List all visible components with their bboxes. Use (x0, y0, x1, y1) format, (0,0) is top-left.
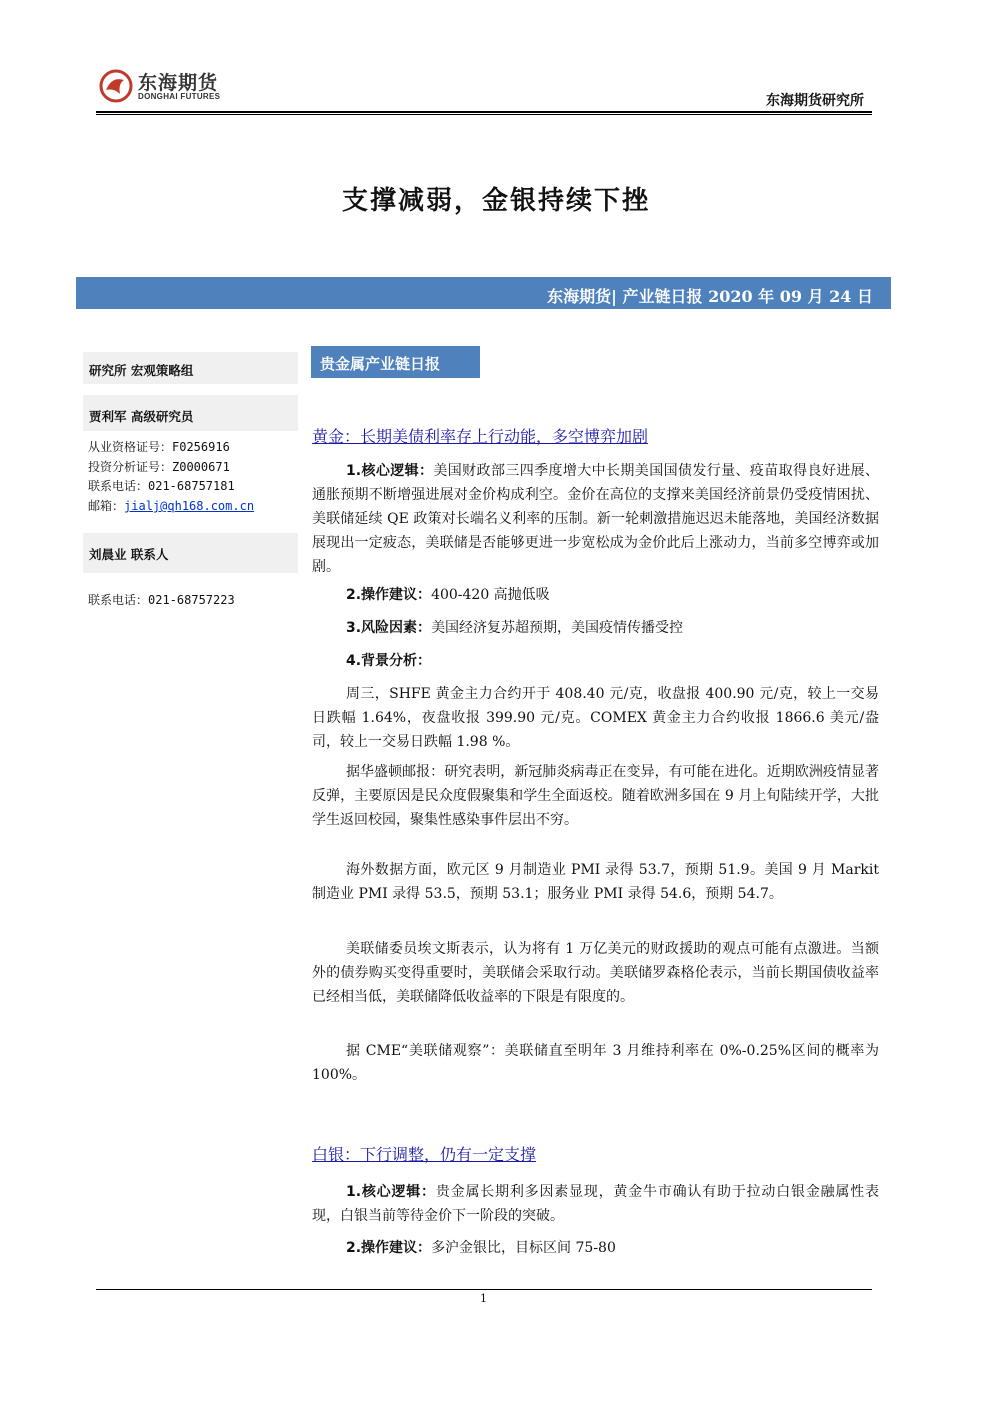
silver-op-label: 2.操作建议： (346, 1240, 432, 1256)
sidebar-phone: 联系电话：021-68757181 (88, 479, 235, 493)
sidebar-email-label: 邮箱： (88, 499, 125, 513)
gold-para-5: 据 CME“美联储观察”：美联储直至明年 3 月维持利率在 0%-0.25%区间的概率为 100%。 (312, 1043, 879, 1083)
sidebar-email-link[interactable]: jialj@qh168.com.cn (124, 499, 255, 513)
sidebar-invest-cert: 投资分析证号：Z0000671 (88, 460, 230, 474)
sidebar-contact-phone: 联系电话：021-68757223 (88, 593, 235, 607)
gold-logic-label: 1.核心逻辑： (346, 463, 434, 479)
silver-operation (312, 1236, 879, 1260)
section-label: 贵金属产业链日报 (320, 355, 441, 373)
logo-chinese-name: 东海期货 (138, 72, 219, 94)
gold-operation (312, 583, 879, 607)
sidebar-analyst: 贾利军 高级研究员 (89, 409, 194, 424)
sidebar-contact: 刘晨业 联系人 (89, 547, 169, 562)
sidebar-email-row (88, 497, 254, 514)
gold-para-2: 据华盛顿邮报：研究表明，新冠肺炎病毒正在变异，有可能在进化。近期欧洲疫情显著反弹，主要原因是民众度假聚集和学生全面返校。随着欧洲多国在 9 月上旬陆续开学，大批学生返回校园，聚集性感染事件层出不穷。 (312, 764, 879, 828)
sidebar-analyst-block (83, 395, 298, 431)
sidebar-dept-block (83, 352, 298, 384)
company-logo (98, 66, 238, 106)
report-title: 支撑减弱，金银持续下挫 (341, 186, 650, 216)
section-label-box (311, 346, 480, 378)
institute-name: 东海期货研究所 (766, 93, 864, 109)
gold-para-1: 周三，SHFE 黄金主力合约开于 408.40 元/克，收盘报 400.90 元/克，较上一交易日跌幅 1.64%，夜盘收报 399.90 元/克。COMEX 黄金主力合约收报 1866.6 美元/盎司，较上一交易日跌幅 1.98 %。 (312, 686, 879, 750)
gold-risk-label: 3.风险因素： (346, 620, 432, 636)
silver-logic-text: 贵金属长期利多因素显现，黄金牛市确认有助于拉动白银金融属性表现，白银当前等待金价下一阶段的突破。 (312, 1184, 880, 1224)
logo-english-name: DONGHAI FUTURES (138, 92, 221, 101)
sidebar-contact-block (83, 533, 298, 573)
gold-background (312, 649, 879, 673)
banner-text: 东海期货| 产业链日报 2020 年 09 月 24 日 (547, 287, 873, 306)
gold-para-3: 海外数据方面，欧元区 9 月制造业 PMI 录得 53.7，预期 51.9。美国 9 月 Markit 制造业 PMI 录得 53.5，预期 53.1；服务业 PMI 录得 54.6，预期 54.7。 (312, 862, 879, 902)
gold-logic-text: 美国财政部三四季度增大中长期美国国债发行量、疫苗取得良好进展、通胀预期不断增强进展对金价构成利空。金价在高位的支撑来美国经济前景仍受疫情困扰、美联储延续 QE 政策对长端名义利率的压制。新一轮刺激措施迟迟未能落地，美国经济数据展现出一定疲态，美联储是否能够更进一步宽松成为金价此后上涨动力，当前多空博弈或加剧。 (312, 463, 880, 575)
silver-op-text: 多沪金银比，目标区间 75-80 (431, 1240, 616, 1256)
gold-op-label: 2.操作建议： (346, 587, 432, 603)
footer-divider (96, 1289, 872, 1290)
gold-risk (312, 616, 879, 640)
silver-heading[interactable]: 白银：下行调整，仍有一定支撑 (312, 1145, 537, 1164)
gold-risk-text: 美国经济复苏超预期，美国疫情传播受控 (431, 620, 684, 636)
header-divider-thin (96, 114, 872, 115)
gold-heading[interactable]: 黄金：长期美债利率存上行动能，多空博弈加剧 (312, 427, 649, 446)
sidebar-dept: 研究所 宏观策略组 (89, 363, 194, 378)
gold-op-text: 400-420 高抛低吸 (431, 587, 550, 603)
gold-core-logic (312, 459, 879, 579)
gold-para-4: 美联储委员埃文斯表示，认为将有 1 万亿美元的财政援助的观点可能有点激进。当额外的债券购买变得重要时，美联储会采取行动。美联储罗森格伦表示，当前长期国债收益率已经相当低，美联储降低收益率的下限是有限度的。 (312, 941, 879, 1005)
header-divider (96, 111, 872, 113)
report-banner (76, 277, 891, 309)
silver-core-logic (312, 1180, 879, 1228)
dragon-logo-icon (98, 68, 134, 104)
sidebar-qual-cert: 从业资格证号：F0256916 (88, 440, 230, 454)
silver-logic-label: 1.核心逻辑： (346, 1184, 436, 1200)
gold-bg-label: 4.背景分析： (346, 653, 432, 669)
page-number: 1 (480, 1292, 487, 1305)
